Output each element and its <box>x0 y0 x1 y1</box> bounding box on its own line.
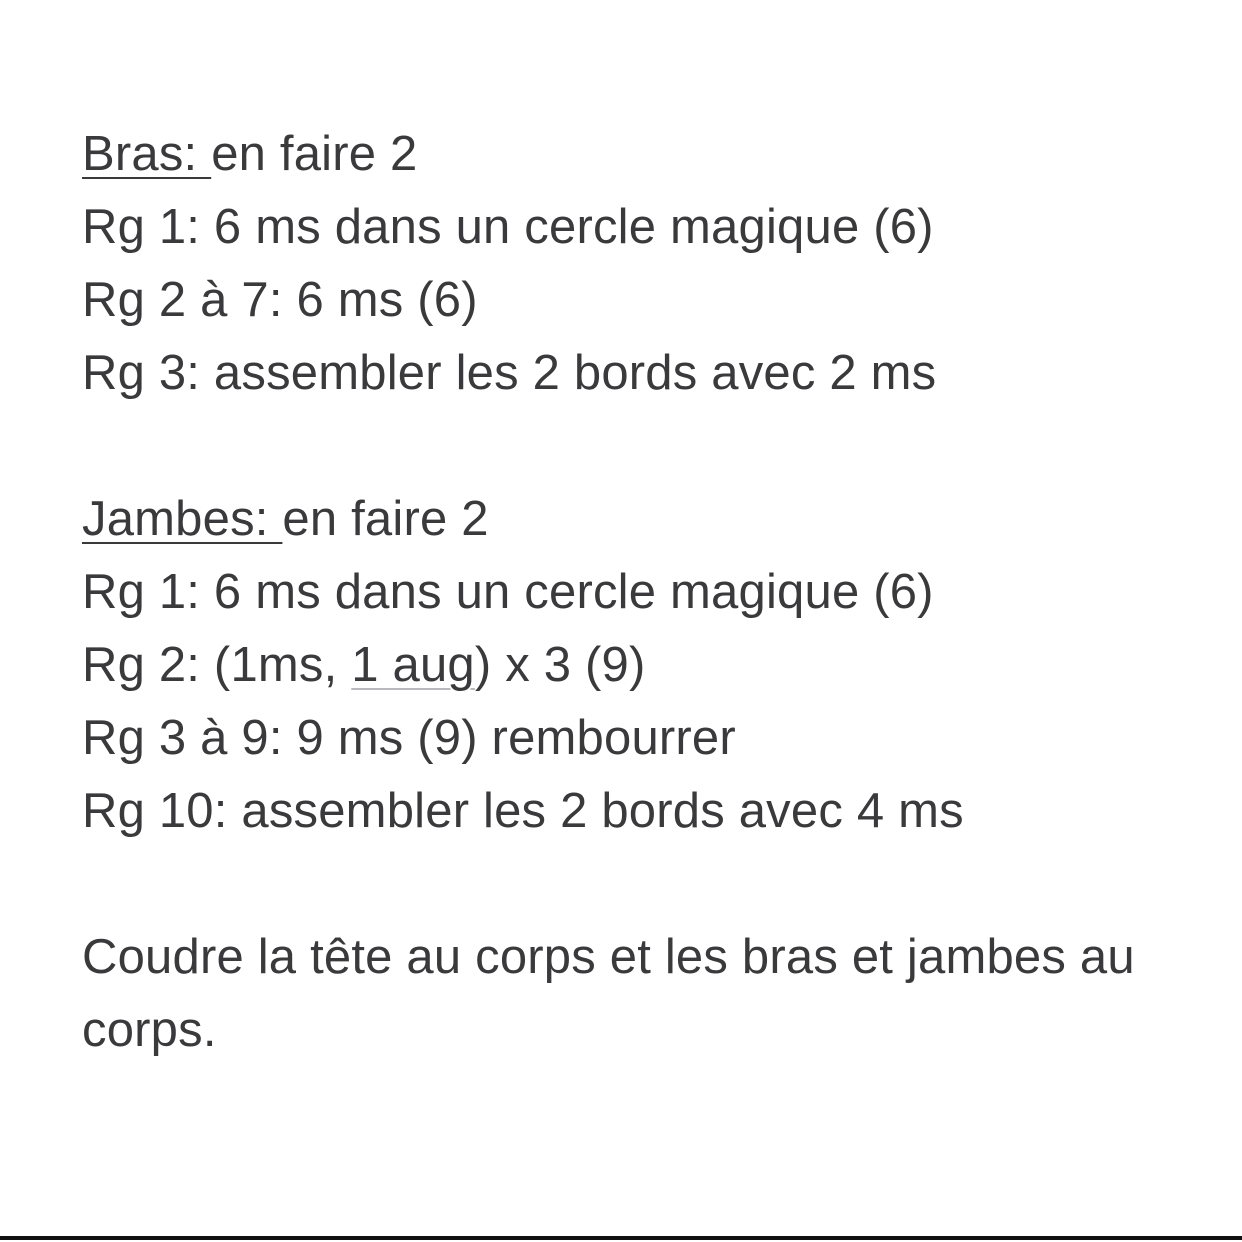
jambes-row-2 <box>82 629 1182 702</box>
jambes-row-2-prefix: Rg 2: (1ms, <box>82 638 352 692</box>
bras-row-1: Rg 1: 6 ms dans un cercle magique (6) <box>82 200 934 254</box>
bras-row-3: Rg 3: assembler les 2 bords avec 2 ms <box>82 346 937 400</box>
finishing-instruction: Coudre la tête au corps et les bras et jambes au corps. <box>82 930 1135 1057</box>
jambes-count: en faire 2 <box>282 492 489 546</box>
jambes-row-1: Rg 1: 6 ms dans un cercle magique (6) <box>82 565 934 619</box>
aug-link[interactable]: 1 aug <box>351 638 475 692</box>
jambes-row-3: Rg 3 à 9: 9 ms (9) rembourrer <box>82 711 736 765</box>
section-gap <box>82 410 1182 483</box>
jambes-heading-line <box>82 483 1182 556</box>
jambes-row-2-suffix: ) x 3 (9) <box>474 638 646 692</box>
bottom-divider <box>0 1236 1242 1240</box>
bras-count: en faire 2 <box>211 127 418 181</box>
jambes-row-4: Rg 10: assembler les 2 bords avec 4 ms <box>82 784 964 838</box>
section-gap <box>82 848 1182 921</box>
note-body <box>82 118 1182 1067</box>
jambes-heading: Jambes: <box>82 492 283 546</box>
bras-row-2: Rg 2 à 7: 6 ms (6) <box>82 273 478 327</box>
bras-heading-line <box>82 118 1182 191</box>
bras-heading: Bras: <box>82 127 212 181</box>
